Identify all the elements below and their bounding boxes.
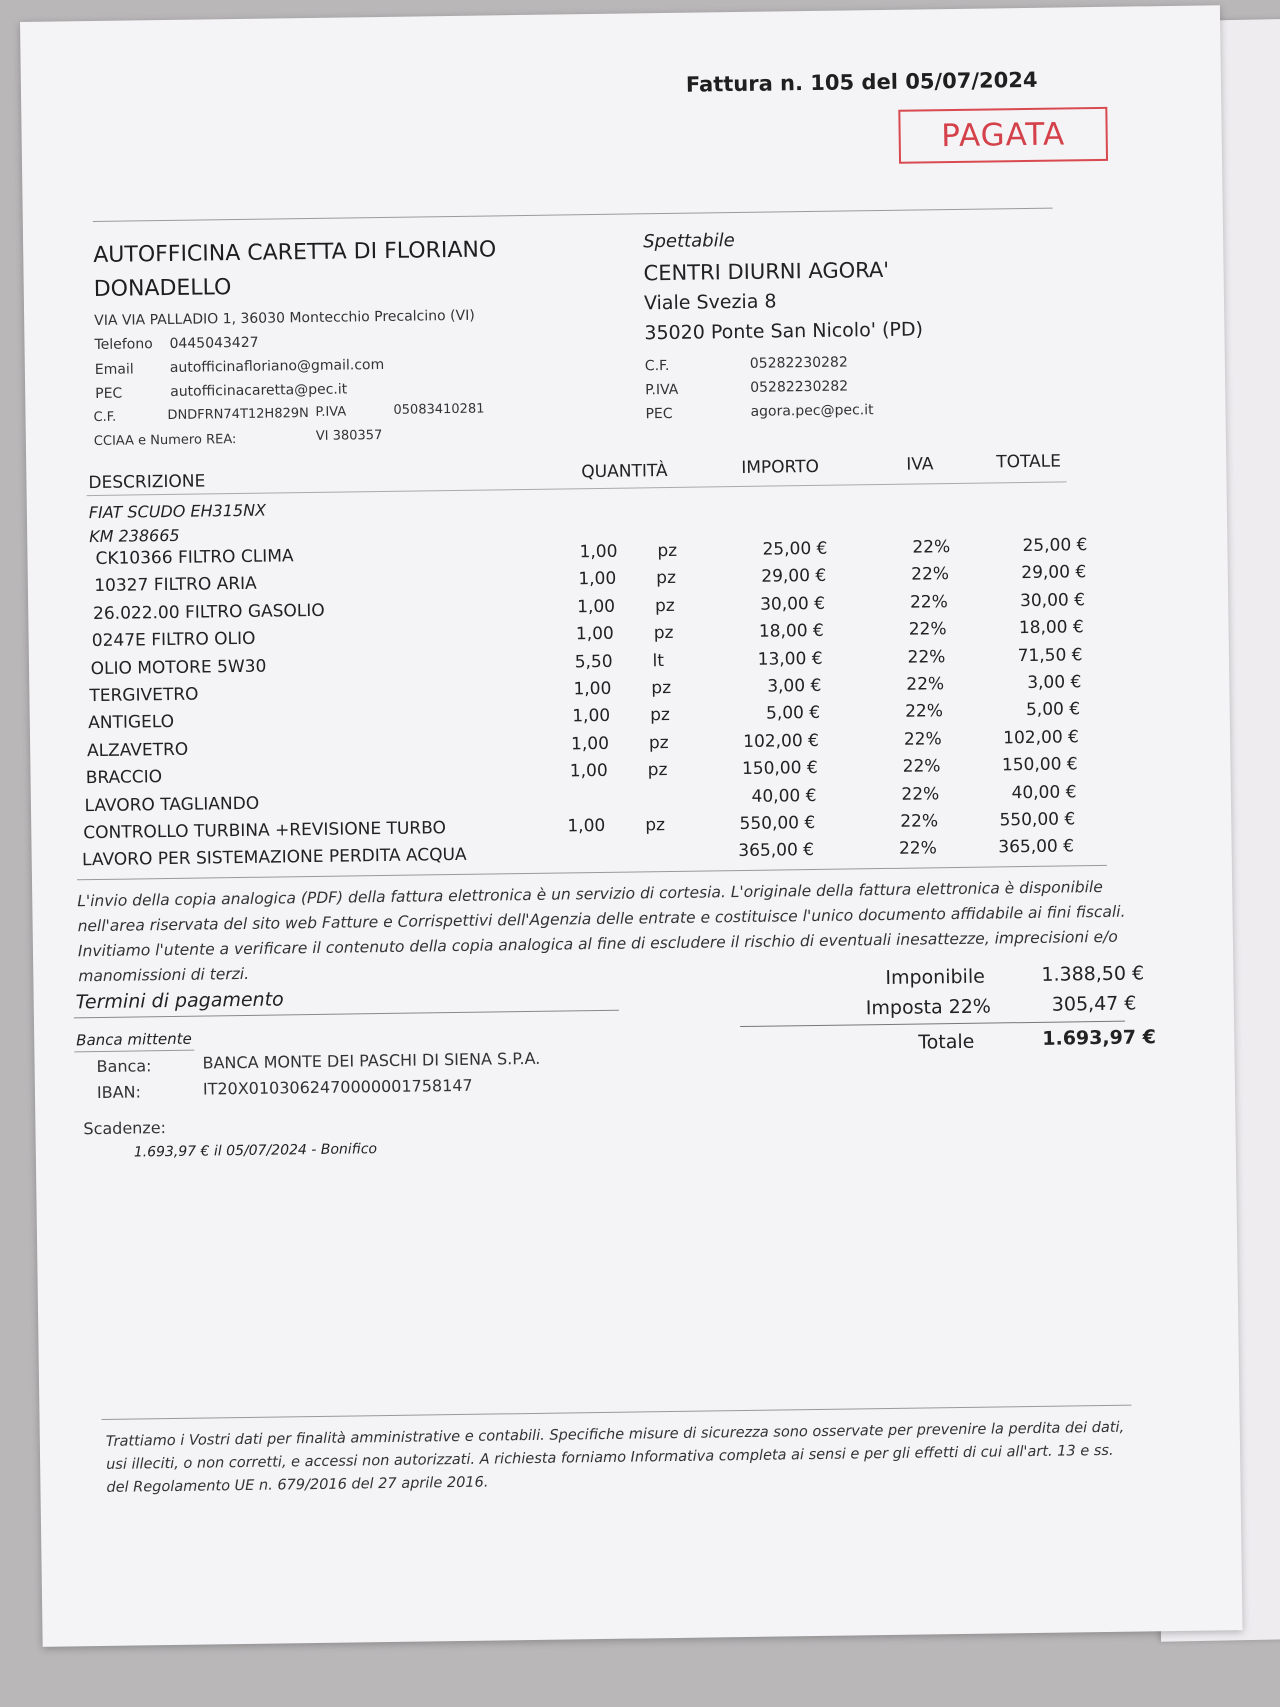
col-total: TOTALE (996, 451, 1062, 473)
bank-name: BANCA MONTE DEI PASCHI DI SIENA S.P.A. (202, 1048, 541, 1073)
line-vat: 22% (908, 619, 947, 640)
line-vat: 22% (903, 728, 942, 750)
line-vat: 22% (898, 838, 937, 860)
client-name: CENTRI DIURNI AGORA' (643, 257, 890, 286)
issuer-piva: 05083410281 (393, 401, 485, 418)
line-vat: 22% (909, 591, 948, 613)
taxable-label: Imponibile (885, 965, 986, 990)
line-description: TERGIVETRO (89, 684, 199, 707)
line-description: CK10366 FILTRO CLIMA (95, 546, 294, 569)
line-unit: pz (651, 677, 672, 699)
line-total: 30,00 € (1019, 589, 1086, 611)
client-cf: 05282230282 (749, 354, 848, 372)
client-street: Viale Svezia 8 (643, 290, 777, 315)
issuer-pec-label: PEC (95, 385, 123, 402)
line-price: 102,00 € (743, 730, 820, 752)
iban-value: IT20X0103062470000001758147 (202, 1075, 473, 1099)
col-description: DESCRIZIONE (88, 471, 206, 494)
footer-divider (102, 1405, 1132, 1420)
line-price: 18,00 € (758, 621, 824, 642)
line-vat: 22% (906, 674, 945, 695)
line-unit: pz (657, 540, 678, 562)
client-piva-label: P.IVA (645, 381, 679, 399)
total-value: 1.693,97 € (1042, 1026, 1157, 1050)
header-divider (93, 208, 1053, 222)
line-price: 3,00 € (767, 675, 822, 697)
line-quantity: 1,00 (578, 569, 617, 590)
line-quantity: 1,00 (577, 596, 616, 618)
line-quantity: 1,00 (569, 761, 608, 782)
line-vat: 22% (900, 811, 939, 832)
issuer-email: autofficinafloriano@gmail.com (169, 356, 385, 376)
totals-divider (740, 1021, 1125, 1027)
issuer-piva-label: P.IVA (315, 404, 347, 420)
line-description: LAVORO PER SISTEMAZIONE PERDITA ACQUA (81, 845, 467, 871)
line-description: 26.022.00 FILTRO GASOLIO (92, 600, 325, 624)
bank-section-divider (74, 1050, 194, 1053)
issuer-address: VIA VIA PALLADIO 1, 36030 Montecchio Precalcino (VI) (94, 307, 475, 329)
line-unit: pz (656, 568, 677, 589)
tax-label: Imposta 22% (865, 995, 992, 1020)
issuer-phone-label: Telefono (94, 336, 153, 353)
line-description: 10327 FILTRO ARIA (94, 574, 257, 597)
bank-label: Banca: (96, 1056, 152, 1077)
disclaimer-text: L'invio della copia analogica (PDF) della fattura elettronica è un servizio di cortesia. L'originale della fattura elettronica è disponibile nell'area riservata del sito web Fatture e Corrispettivi dell'Agenzia delle entrate e costituisce l'unico documento affidabile ai fini fiscali. Invitiamo l'utente a verificare il contenuto della copia analogica al fine di escludere il rischio di eventuali inesattezze, imprecisioni e/o manomissioni di terzi. (77, 877, 1126, 986)
line-description: BRACCIO (85, 767, 163, 789)
issuer-rea: VI 380357 (315, 427, 383, 444)
line-total: 40,00 € (1011, 781, 1077, 803)
line-total: 3,00 € (1027, 672, 1082, 694)
issuer-phone: 0445043427 (169, 334, 259, 352)
line-total: 18,00 € (1018, 617, 1084, 639)
line-unit: pz (648, 732, 669, 754)
line-description: 0247E FILTRO OLIO (91, 628, 256, 652)
bank-section-title: Banca mittente (76, 1029, 192, 1050)
line-vat: 22% (901, 783, 940, 805)
line-quantity: 1,00 (570, 733, 610, 755)
line-vat: 22% (907, 646, 946, 668)
payment-terms-title: Termini di pagamento (75, 988, 284, 1014)
client-city: 35020 Ponte San Nicolo' (PD) (644, 318, 924, 345)
client-pec-label: PEC (645, 405, 673, 423)
client-cf-label: C.F. (644, 357, 670, 375)
col-amount: IMPORTO (741, 456, 820, 478)
line-quantity: 1,00 (567, 815, 606, 837)
line-description: CONTROLLO TURBINA +REVISIONE TURBO (83, 818, 447, 844)
line-total: 71,50 € (1017, 644, 1083, 666)
client-pec: agora.pec@pec.it (750, 402, 874, 420)
line-description: LAVORO TAGLIANDO (84, 793, 260, 816)
line-price: 5,00 € (765, 703, 821, 725)
line-price: 550,00 € (739, 812, 816, 835)
line-quantity: 1,00 (575, 623, 614, 645)
line-unit: pz (654, 595, 675, 616)
issuer-cf: DNDFRN74T12H829N (167, 406, 309, 423)
due-value: 1.693,97 € il 05/07/2024 - Bonifico (133, 1141, 378, 1161)
privacy-text: Trattiamo i Vostri dati per finalità amministrative e contabili. Specifiche misure di sicurezza sono osservate per prevenire la perdita dei dati, usi illeciti, o non corretti, e accessi non autorizzati. A richiesta forniamo Informativa completa ai sensi e per gli effetti di cui all'art. 13 e ss. del Regolamento UE n. 679/2016 del 27 aprile 2016. (105, 1419, 1125, 1496)
line-total: 550,00 € (999, 809, 1076, 831)
line-quantity: 5,50 (574, 651, 613, 672)
line-price: 25,00 € (762, 538, 828, 560)
due-label: Scadenze: (83, 1118, 167, 1139)
line-quantity (536, 788, 606, 789)
issuer-cf-label: C.F. (93, 409, 117, 426)
iban-label: IBAN: (96, 1082, 142, 1103)
issuer-rea-label: CCIAA e Numero REA: (93, 432, 237, 450)
line-unit: pz (645, 815, 666, 836)
client-salutation: Spettabile (642, 230, 735, 253)
client-piva: 05282230282 (750, 378, 849, 396)
issuer-name: AUTOFFICINA CARETTA DI FLORIANO DONADELLO (93, 237, 497, 302)
paid-stamp: PAGATA (898, 107, 1108, 164)
line-total: 25,00 € (1022, 535, 1088, 557)
line-price: 365,00 € (738, 840, 815, 862)
total-label: Totale (918, 1030, 975, 1054)
line-total: 102,00 € (1003, 727, 1080, 749)
line-unit: pz (653, 623, 674, 644)
line-quantity (534, 843, 604, 844)
line-price: 13,00 € (757, 648, 823, 670)
table-header-divider (87, 481, 1067, 496)
line-vat: 22% (904, 701, 944, 723)
line-vat: 22% (912, 537, 951, 558)
line-quantity: 1,00 (579, 541, 618, 563)
issuer-email-label: Email (94, 361, 134, 378)
line-price: 40,00 € (751, 785, 817, 807)
vehicle-km: KM 238665 (89, 525, 180, 547)
invoice-sheet (20, 5, 1243, 1647)
line-price: 150,00 € (741, 758, 818, 780)
line-price: 30,00 € (759, 593, 826, 615)
line-quantity: 1,00 (572, 706, 611, 727)
line-unit: pz (647, 760, 668, 781)
line-total: 150,00 € (1001, 754, 1078, 776)
line-total: 365,00 € (998, 836, 1075, 858)
tax-value: 305,47 € (1051, 992, 1137, 1016)
taxable-value: 1.388,50 € (1041, 962, 1145, 986)
line-vat: 22% (911, 564, 950, 586)
line-quantity: 1,00 (573, 678, 612, 700)
line-total: 5,00 € (1025, 699, 1081, 721)
invoice-title: Fattura n. 105 del 05/07/2024 (685, 67, 1038, 97)
line-total: 29,00 € (1021, 562, 1087, 584)
line-description: OLIO MOTORE 5W30 (90, 656, 267, 679)
issuer-pec: autofficinacaretta@pec.it (170, 381, 348, 400)
line-vat: 22% (902, 756, 941, 777)
line-price: 29,00 € (761, 566, 827, 588)
line-description: ANTIGELO (88, 712, 175, 734)
col-quantity: QUANTITÀ (581, 461, 668, 483)
line-description: ALZAVETRO (86, 739, 189, 761)
col-vat: IVA (906, 454, 934, 475)
line-unit: lt (652, 650, 665, 671)
vehicle-model: FIAT SCUDO EH315NX (88, 500, 267, 523)
line-unit: pz (650, 705, 671, 726)
